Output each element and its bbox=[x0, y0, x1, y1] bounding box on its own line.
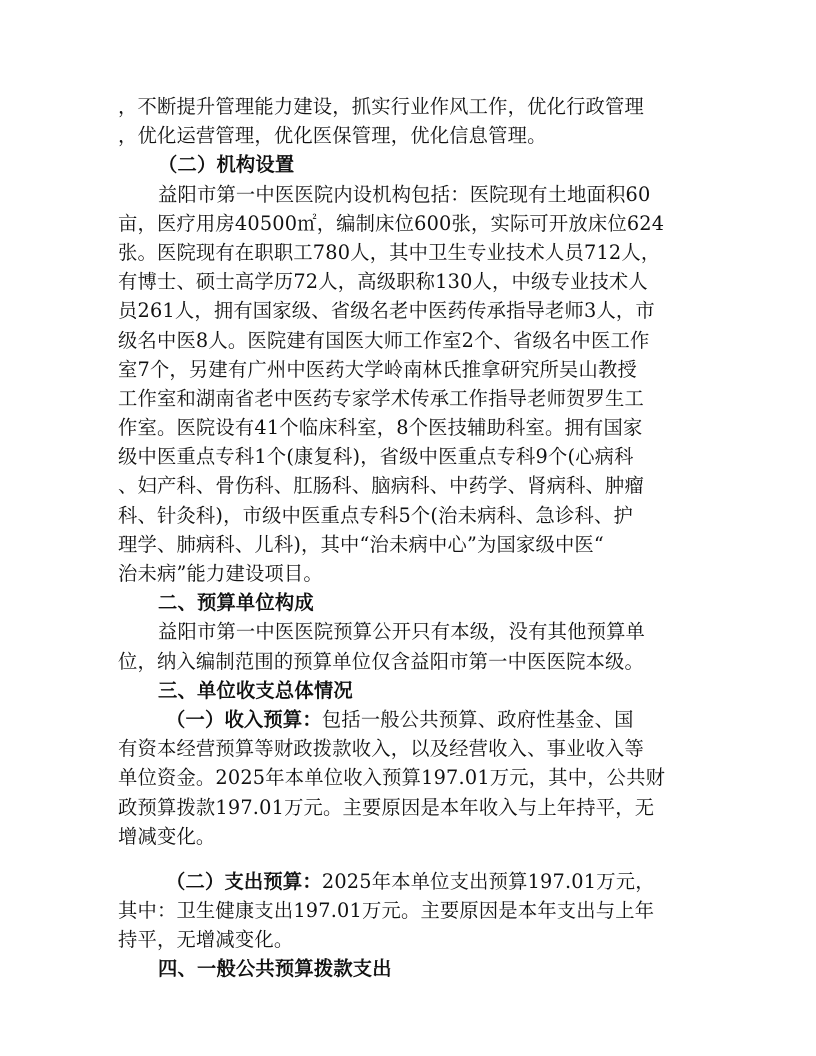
section-heading bbox=[118, 954, 698, 983]
line-text: 作室。医院设有41个临床科室，8个医技辅助科室。拥有国家 bbox=[118, 416, 643, 440]
line-text: 员261人，拥有国家级、省级名老中医药传承指导老师3人，市 bbox=[118, 299, 655, 323]
paragraph-line bbox=[118, 896, 698, 925]
line-text: ，优化运营管理，优化医保管理，优化信息管理。 bbox=[118, 124, 547, 148]
paragraph-line bbox=[118, 442, 698, 471]
paragraph-line bbox=[118, 647, 698, 676]
paragraph-line bbox=[118, 471, 698, 500]
paragraph-line bbox=[118, 326, 698, 355]
paragraph-line bbox=[118, 925, 698, 954]
paragraph-line bbox=[118, 355, 698, 384]
inline-heading: （二）支出预算： bbox=[166, 869, 322, 893]
paragraph-line bbox=[118, 530, 698, 559]
line-text: 包括一般公共预算、政府性基金、国 bbox=[321, 707, 634, 731]
line-text: （二）机构设置 bbox=[158, 153, 295, 177]
paragraph-line bbox=[118, 501, 698, 530]
line-text: 工作室和湖南省老中医药专家学术传承工作指导老师贺罗生工 bbox=[118, 386, 644, 410]
line-text: 政预算拨款197.01万元。主要原因是本年收入与上年持平，无 bbox=[118, 795, 655, 819]
line-text: 二、预算单位构成 bbox=[158, 591, 314, 615]
line-text: 三、单位收支总体情况 bbox=[158, 678, 353, 702]
document-page bbox=[118, 92, 698, 984]
line-text: 2025年本单位支出预算197.01万元， bbox=[321, 869, 655, 893]
line-text: 持平，无增减变化。 bbox=[118, 928, 294, 952]
paragraph-line bbox=[118, 705, 698, 734]
section-heading bbox=[118, 588, 698, 617]
paragraph-line bbox=[118, 867, 698, 896]
line-text: 有资本经营预算等财政拨款收入，以及经营收入、事业收入等 bbox=[118, 737, 644, 761]
paragraph-line bbox=[118, 763, 698, 792]
paragraph-line bbox=[118, 413, 698, 442]
line-text: 益阳市第一中医医院预算公开只有本级，没有其他预算单 bbox=[158, 620, 646, 644]
line-text: 理学、肺病科、儿科)，其中“治未病中心”为国家级中医“ bbox=[118, 532, 604, 556]
line-text: 级名中医8人。医院建有国医大师工作室2个、省级名中医工作 bbox=[118, 328, 650, 352]
paragraph-line bbox=[118, 617, 698, 646]
line-text: 增减变化。 bbox=[118, 824, 216, 848]
line-text: 单位资金。2025年本单位收入预算197.01万元，其中，公共财 bbox=[118, 766, 666, 790]
paragraph-line bbox=[118, 267, 698, 296]
paragraph-line bbox=[118, 296, 698, 325]
inline-heading: （一）收入预算： bbox=[166, 707, 322, 731]
line-text: 、妇产科、骨伤科、肛肠科、脑病科、中药学、肾病科、肿瘤 bbox=[118, 474, 644, 498]
line-text: 位，纳入编制范围的预算单位仅含益阳市第一中医医院本级。 bbox=[118, 649, 644, 673]
paragraph-line bbox=[118, 121, 698, 150]
line-text: 有博士、硕士高学历72人，高级职称130人，中级专业技术人 bbox=[118, 270, 648, 294]
paragraph-line bbox=[118, 822, 698, 851]
line-text: 张。医院现有在职职工780人，其中卫生专业技术人员712人， bbox=[118, 240, 661, 264]
line-text: 治未病”能力建设项目。 bbox=[118, 562, 323, 585]
paragraph-line bbox=[118, 559, 698, 588]
line-text: 科、针灸科)，市级中医重点专科5个(治未病科、急诊科、护 bbox=[118, 503, 633, 527]
line-text: 益阳市第一中医医院内设机构包括：医院现有土地面积60 bbox=[158, 182, 651, 206]
paragraph-line bbox=[118, 793, 698, 822]
paragraph-line bbox=[118, 734, 698, 763]
line-text: 级中医重点专科1个(康复科)，省级中医重点专科9个(心病科 bbox=[118, 445, 634, 469]
line-text: 亩，医疗用房40500㎡，编制床位600张，实际可开放床位624 bbox=[118, 211, 665, 235]
paragraph-line bbox=[118, 384, 698, 413]
section-heading bbox=[118, 676, 698, 705]
line-text: ，不断提升管理能力建设，抓实行业作风工作，优化行政管理 bbox=[118, 95, 644, 118]
line-text: 室7个，另建有广州中医药大学岭南林氏推拿研究所吴山教授 bbox=[118, 357, 637, 381]
paragraph-line bbox=[118, 92, 698, 121]
paragraph-line bbox=[118, 238, 698, 267]
paragraph-line bbox=[118, 180, 698, 209]
line-text: 四、一般公共预算拨款支出 bbox=[158, 957, 392, 981]
section-heading bbox=[118, 150, 698, 179]
line-text: 其中：卫生健康支出197.01万元。主要原因是本年支出与上年 bbox=[118, 899, 655, 923]
paragraph-line bbox=[118, 209, 698, 238]
